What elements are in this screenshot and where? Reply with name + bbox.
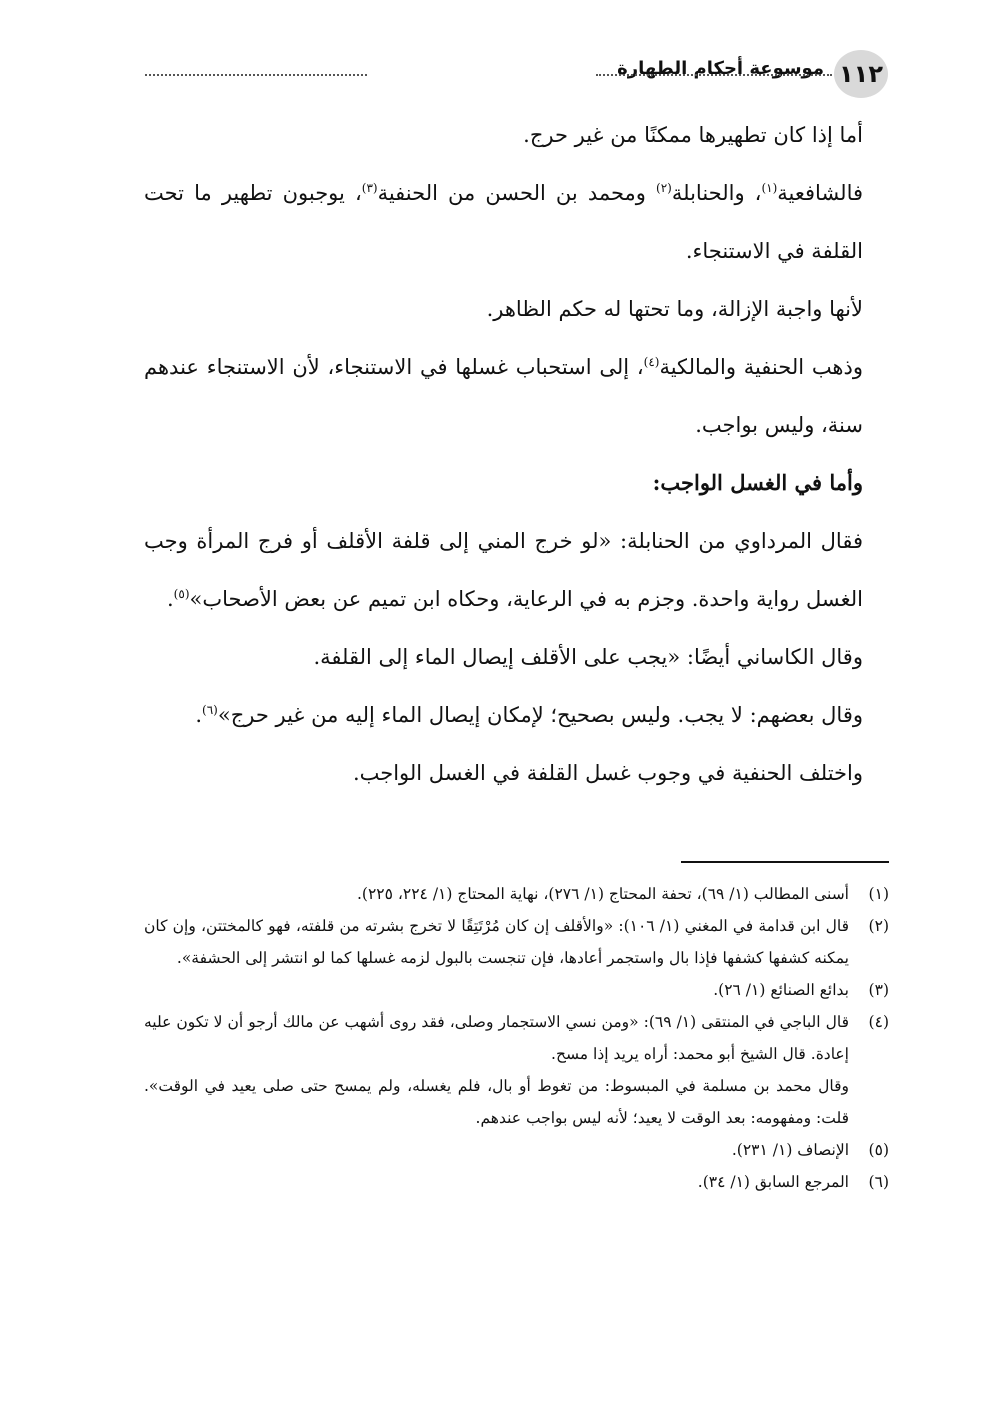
footnote-number: (٣)	[868, 981, 889, 999]
text-run: ، إلى استحباب غسلها في الاستنجاء، لأن الاستنجاء عندهم سنة، وليس بواجب.	[144, 355, 863, 437]
footnote-item	[144, 1134, 889, 1166]
text-run: فالشافعية	[777, 181, 864, 205]
footnote-ref-6[interactable]: (٦)	[202, 703, 218, 717]
paragraph: وقال الكاساني أيضًا: «يجب على الأقلف إيصال الماء إلى القلفة.	[313, 645, 863, 669]
footnote-text: المرجع السابق (١/ ٣٤).	[697, 1173, 849, 1191]
footnote-item	[144, 878, 889, 910]
footnote-text: الإنصاف (١/ ٢٣١).	[731, 1141, 849, 1159]
footnote-text: أسنى المطالب (١/ ٦٩)، تحفة المحتاج (١/ ٢٧٦)، نهاية المحتاج (١/ ٢٢٤، ٢٢٥).	[357, 885, 849, 903]
paragraph: واختلف الحنفية في وجوب غسل القلفة في الغسل الواجب.	[352, 761, 863, 785]
text-run: ، يوجبون تطهير ما تحت القلفة في الاستنجاء.	[144, 181, 863, 263]
paragraph	[144, 512, 889, 628]
footnote-separator	[681, 861, 889, 863]
text-run: وذهب الحنفية والمالكية	[659, 355, 864, 379]
footnote-ref-4[interactable]: (٤)	[643, 355, 660, 369]
paragraph	[144, 338, 889, 454]
footnote-ref-2[interactable]: (٢)	[656, 181, 672, 195]
main-text	[144, 106, 889, 802]
footnote-item	[144, 910, 889, 974]
footnote-number: (٥)	[868, 1141, 889, 1159]
text-run: وقال بعضهم: لا يجب. وليس بصحيح؛ لإمكان إيصال الماء إليه من غير حرج»	[217, 703, 863, 727]
footnotes	[144, 878, 889, 1198]
footnote-text: وقال محمد بن مسلمة في المبسوط: من تغوط أو بال، فلم يغسله، ولم يمسح حتى صلى يعيد في الوقت». قلت: ومفهومه: بعد الوقت لا يعيد؛ لأنه ليس بواجب عندهم.	[144, 1077, 849, 1127]
footnote-item	[144, 1166, 889, 1198]
footnote-number: (١)	[868, 885, 889, 903]
footnote-text: قال ابن قدامة في المغني (١/ ١٠٦): «والأقلف إن كان مُرْتَتِقًا لا تخرج بشرته من قلفته، فهو كالمختتن، وإن كان يمكنه كشفها كشفها فإذا بال واستجمر أعادها، فإن تنجست بالبول لزمه غسلها كما لو انتشر إلى الحشفة».	[144, 917, 849, 967]
footnote-text: بدائع الصنائع (١/ ٢٦).	[713, 981, 849, 999]
paragraph	[144, 686, 889, 744]
running-title: موسوعة أحكام الطهارة	[617, 58, 824, 79]
header-dotted-rule-segment	[596, 74, 832, 76]
page-number: ١١٢	[834, 50, 888, 98]
text-run: ومحمد بن الحسن من الحنفية	[377, 181, 657, 205]
header-dotted-rule-left	[145, 74, 367, 76]
footnote-item	[144, 1006, 889, 1134]
footnote-text: قال الباجي في المنتقى (١/ ٦٩): «ومن نسي الاستجمار وصلى، فقد روى أشهب عن مالك أرجو أن لا تكون عليه إعادة. قال الشيخ أبو محمد: أراه يريد إذا مسح.	[144, 1013, 850, 1063]
footnote-item	[144, 974, 889, 1006]
footnote-ref-5[interactable]: (٥)	[173, 587, 190, 601]
paragraph: لأنها واجبة الإزالة، وما تحتها له حكم الظاهر.	[486, 297, 863, 321]
text-run: .	[195, 703, 203, 727]
footnote-number: (٤)	[868, 1013, 889, 1031]
paragraph: أما إذا كان تطهيرها ممكنًا من غير حرج.	[523, 123, 863, 147]
text-run: .	[166, 587, 174, 611]
footnote-ref-1[interactable]: (١)	[761, 181, 778, 195]
footnote-ref-3[interactable]: (٣)	[361, 181, 378, 195]
section-heading: وأما في الغسل الواجب:	[652, 470, 863, 495]
text-run: ، والحنابلة	[671, 181, 762, 205]
text-run: فقال المرداوي من الحنابلة: «لو خرج المني إلى قلفة الأقلف أو فرج المرأة وجب الغسل رواية واحدة. وجزم به في الرعاية، وحكاه ابن تميم عن بعض الأصحاب»	[144, 529, 863, 611]
footnote-number: (٦)	[868, 1173, 889, 1191]
footnote-number: (٢)	[868, 917, 889, 935]
paragraph	[144, 164, 889, 280]
